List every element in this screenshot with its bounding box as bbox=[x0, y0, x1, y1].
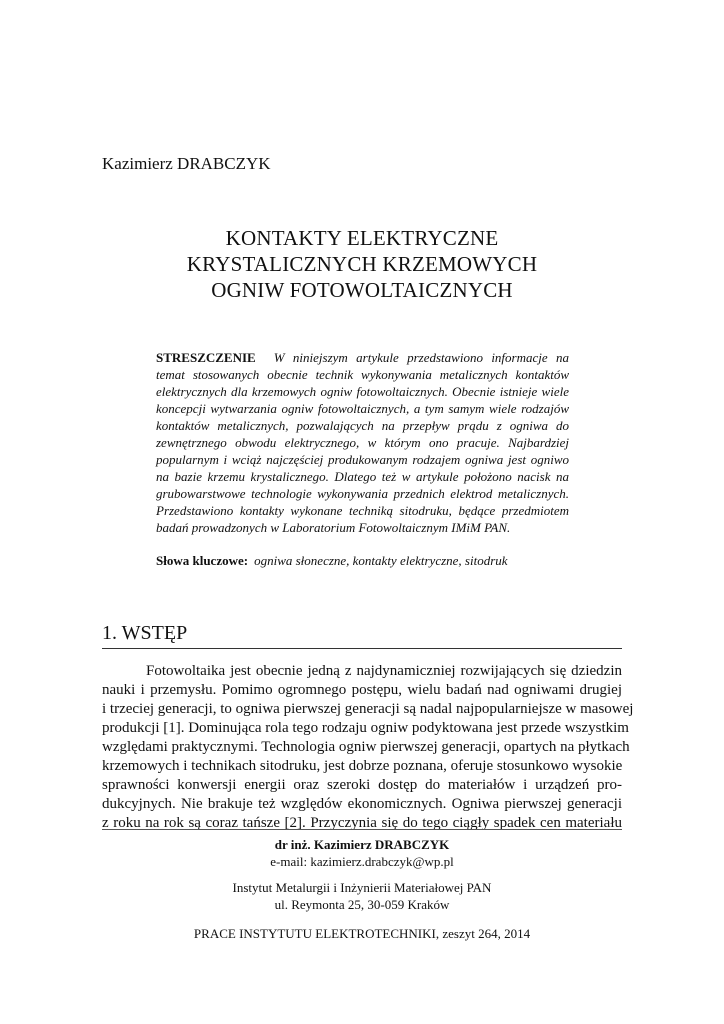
footnote-email: e-mail: kazimierz.drabczyk@wp.pl bbox=[270, 854, 454, 869]
footnote-address: ul. Reymonta 25, 30-059 Kraków bbox=[274, 897, 450, 912]
abstract-label: STRESZCZENIE bbox=[156, 350, 256, 365]
footnote-author: dr inż. Kazimierz DRABCZYK bbox=[274, 837, 450, 852]
title-line: OGNIW FOTOWOLTAICZNYCH bbox=[211, 278, 513, 302]
footnote-divider bbox=[102, 829, 622, 830]
journal-info: PRACE INSTYTUTU ELEKTROTECHNIKI, zeszyt 264, 2014 bbox=[193, 926, 531, 941]
section-body bbox=[102, 662, 634, 833]
footnote bbox=[102, 836, 622, 942]
section-heading: 1. WSTĘP bbox=[102, 621, 622, 649]
title-line: KRYSTALICZNYCH KRZEMOWYCH bbox=[186, 252, 538, 276]
keywords bbox=[156, 552, 576, 569]
body-line: i trzeciej generacji, to ogniwa pierwszej generacji są nadal najpopularniejsze w masowej bbox=[102, 701, 634, 717]
author-name: Kazimierz DRABCZYK bbox=[102, 154, 271, 173]
body-line: krzemowych i technikach sitodruku, jest dobrze poznana, oferuje stosunkowo wysokie bbox=[102, 758, 623, 774]
footnote-institute: Instytut Metalurgii i Inżynierii Materiałowej PAN bbox=[232, 880, 492, 895]
body-line: Fotowoltaika jest obecnie jedną z najdynamiczniej rozwijających się dziedzin bbox=[146, 663, 622, 679]
body-line: nauki i przemysłu. Pomimo ogromnego postępu, wielu badań nad ogniwami drugiej bbox=[102, 682, 622, 698]
keywords-text: ogniwa słoneczne, kontakty elektryczne, sitodruk bbox=[254, 553, 508, 568]
body-line: produkcji [1]. Dominująca rola tego rodzaju ogniw podyktowana jest przede wszystkim bbox=[102, 720, 629, 736]
paper-title bbox=[102, 225, 622, 303]
title-line: KONTAKTY ELEKTRYCZNE bbox=[225, 226, 499, 250]
body-line: względami praktycznymi. Technologia ogniw pierwszej generacji, opartych na płytkach bbox=[102, 739, 630, 755]
keywords-label: Słowa kluczowe: bbox=[156, 553, 249, 568]
abstract bbox=[156, 349, 569, 536]
body-line: z roku na rok są coraz tańsze [2]. Przyczynia się do tego ciągły spadek cen materiału bbox=[102, 815, 622, 831]
abstract-text: W niniejszym artykule przedstawiono informacje na temat stosowanych obecnie technik wykonywania metalicznych kontaktów elektrycznych dla krzemowych ogniw fotowoltaicznych. Obecnie istnieje wiele koncepcji wytwarzania ogniw fotowoltaicznych, a tym samym wiele rodzajów kontaktów metalicznych, pozwalających na przepływ prądu z ogniwa do zewnętrznego obwodu elektrycznego, w którym ono pracuje. Najbardziej popularnym i wciąż najczęściej produkowanym rodzajem ogniwa jest ogniwo na bazie krzemu krystalicznego. Dlatego też w artykule położono nacisk na grubowarstwowe technologie wykonywania przednich elektrod metalicznych. Przedstawiono kontakty wykonane techniką sitodruku, będące przedmiotem badań prowadzonych w Laboratorium Fotowoltaicznym IMiM PAN. bbox=[156, 350, 569, 535]
body-line: sprawności konwersji energii oraz szeroki dostęp do materiałów i urządzeń pro- bbox=[102, 777, 622, 793]
body-line: dukcyjnych. Nie brakuje też względów ekonomicznych. Ogniwa pierwszej generacji bbox=[102, 796, 622, 812]
